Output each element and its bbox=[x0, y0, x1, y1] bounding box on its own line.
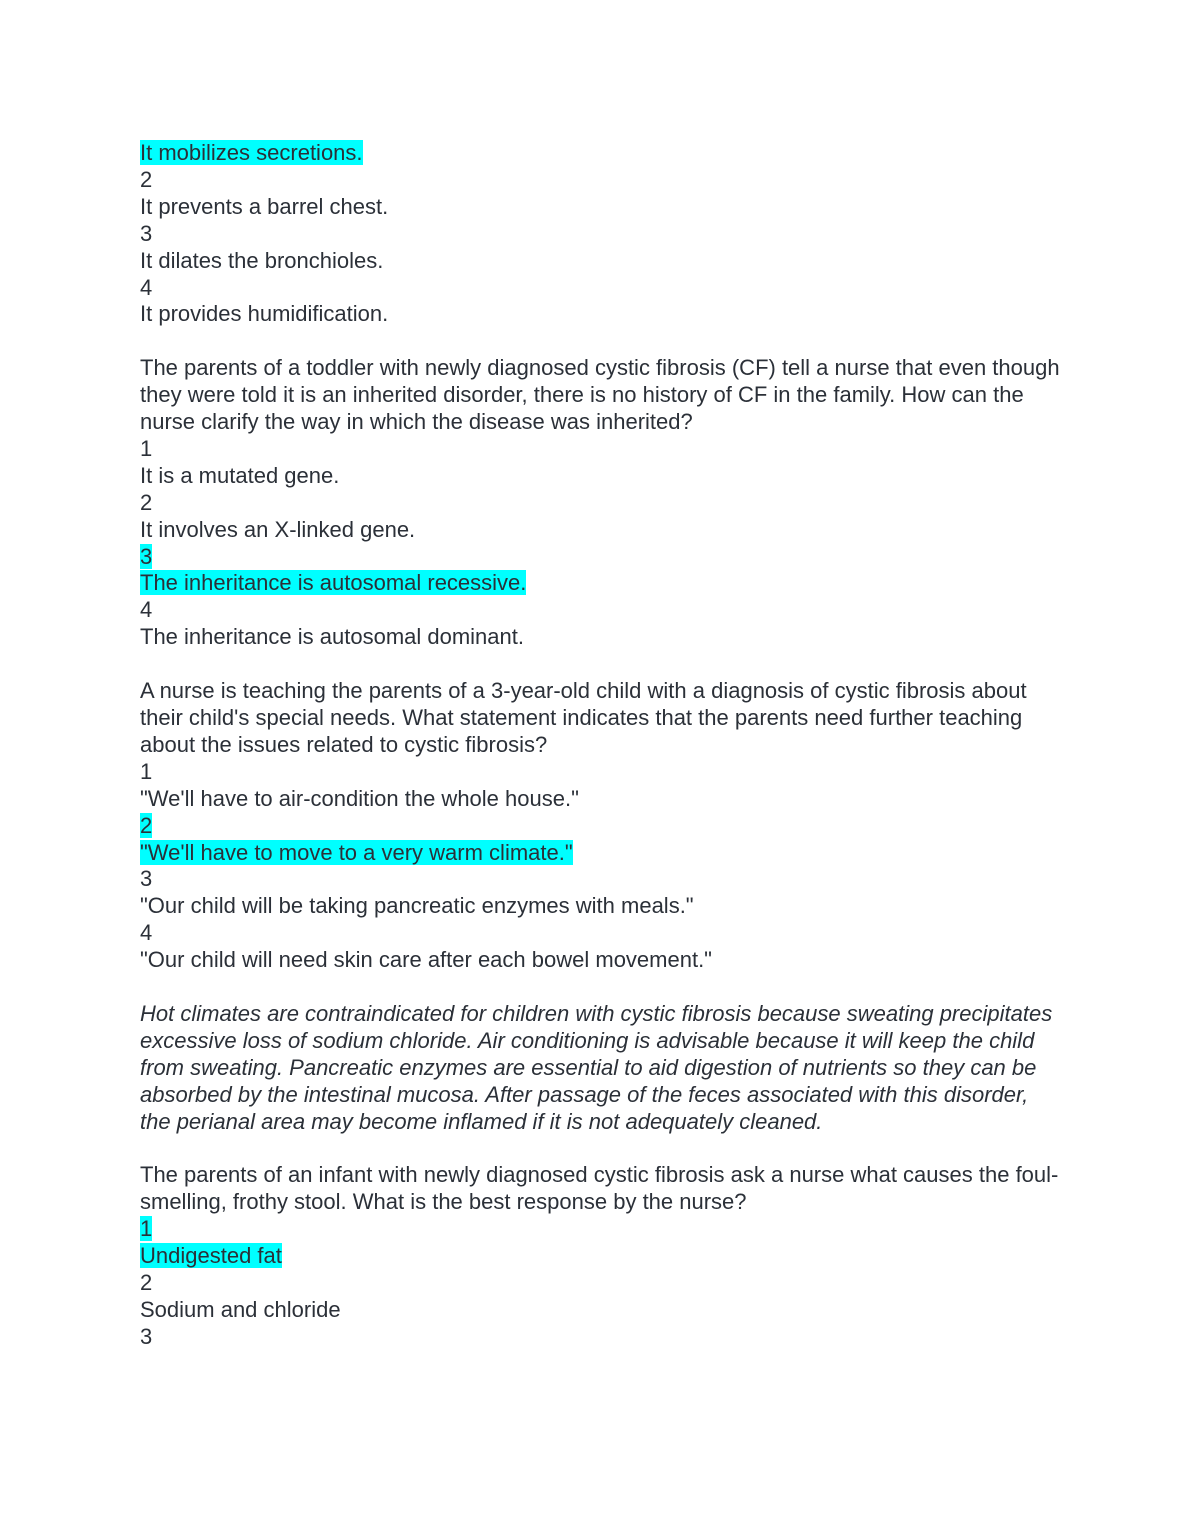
option-number: 4 bbox=[140, 920, 153, 946]
question-block-4 bbox=[140, 1162, 1060, 1350]
question-block-1 bbox=[140, 140, 1060, 328]
option-text: The inheritance is autosomal dominant. bbox=[140, 624, 524, 650]
option-text: It involves an X-linked gene. bbox=[140, 516, 416, 542]
option-text: "Our child will need skin care after each bowel movement." bbox=[140, 947, 712, 973]
question-text: The parents of an infant with newly diagnosed cystic fibrosis ask a nurse what causes the foul-smelling, frothy stool. What is the best response by the nurse? bbox=[140, 1162, 1059, 1215]
question-block-2 bbox=[140, 355, 1060, 651]
option-number: 2 bbox=[140, 1270, 153, 1295]
option-number: 2 bbox=[140, 166, 153, 192]
question-text: The parents of a toddler with newly diagnosed cystic fibrosis (CF) tell a nurse that even though they were told it is an inherited disorder, there is no history of CF in the family. How can the nurse clarify the way in which the disease was inherited? bbox=[140, 355, 1060, 435]
correct-answer-text: "We'll have to move to a very warm climate." bbox=[140, 839, 573, 865]
option-text: It is a mutated gene. bbox=[140, 462, 340, 488]
option-text: It dilates the bronchioles. bbox=[140, 247, 384, 273]
option-number: 3 bbox=[140, 1323, 153, 1349]
spacer bbox=[140, 1135, 1060, 1162]
document-page bbox=[140, 140, 1060, 1351]
spacer bbox=[140, 651, 1060, 678]
option-text: It prevents a barrel chest. bbox=[140, 193, 389, 219]
option-number: 4 bbox=[140, 274, 153, 300]
option-number: 3 bbox=[140, 220, 153, 246]
correct-option-number: 3 bbox=[140, 543, 153, 569]
option-number: 3 bbox=[140, 866, 153, 892]
spacer bbox=[140, 974, 1060, 1001]
option-number: 2 bbox=[140, 489, 153, 515]
option-text: "We'll have to air-condition the whole house." bbox=[140, 785, 579, 811]
question-block-3 bbox=[140, 678, 1060, 974]
spacer bbox=[140, 328, 1060, 355]
option-number: 4 bbox=[140, 597, 153, 623]
rationale-text: Hot climates are contraindicated for children with cystic fibrosis because sweating precipitates excessive loss of sodium chloride. Air conditioning is advisable because it will keep the child from sweating. Pancreatic enzymes are essential to aid digestion of nutrients so they can be absorbed by the intestinal mucosa. After passage of the feces associated with this disorder, the perianal area may become inflamed if it is not adequately cleaned. bbox=[140, 1000, 1053, 1134]
option-text: It provides humidification. bbox=[140, 301, 389, 327]
option-number: 1 bbox=[140, 435, 153, 461]
correct-answer-text: The inheritance is autosomal recessive. bbox=[140, 570, 527, 596]
option-number: 1 bbox=[140, 758, 153, 784]
correct-option-number: 1 bbox=[140, 1216, 153, 1242]
question-text: A nurse is teaching the parents of a 3-year-old child with a diagnosis of cystic fibrosis about their child's special needs. What statement indicates that the parents need further teaching about the issues related to cystic fibrosis? bbox=[140, 678, 1027, 757]
correct-answer-text: It mobilizes secretions. bbox=[140, 140, 363, 165]
option-text: Sodium and chloride bbox=[140, 1296, 341, 1322]
correct-answer-text: Undigested fat bbox=[140, 1243, 282, 1269]
option-text: "Our child will be taking pancreatic enzymes with meals." bbox=[140, 893, 694, 919]
correct-option-number: 2 bbox=[140, 812, 153, 838]
